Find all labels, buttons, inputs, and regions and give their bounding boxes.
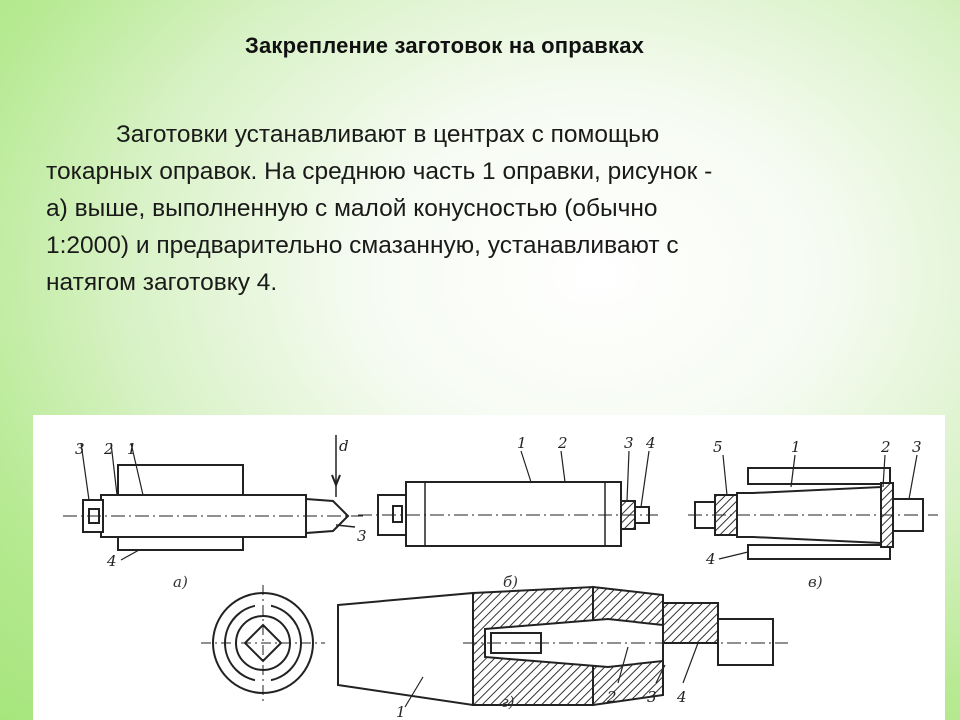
view-d-label-4: 4 — [677, 688, 687, 706]
view-b-label-1: 1 — [517, 434, 527, 452]
view-d-section — [338, 587, 788, 707]
view-d-label-2: 2 — [607, 688, 617, 706]
body-line-2: токарных оправок. На среднюю часть 1 оправки, рисунок - — [46, 158, 713, 185]
view-a-label-3: 3 — [75, 440, 85, 458]
slide-title: Закрепление заготовок на оправках — [245, 33, 645, 58]
view-c-label-1: 1 — [791, 438, 801, 456]
view-d-nut — [663, 603, 718, 643]
view-a-label-4: 4 — [107, 552, 117, 570]
view-a-label-1: 1 — [127, 440, 137, 458]
view-a-leader — [336, 525, 355, 527]
view-c-label-5: 5 — [713, 438, 723, 456]
view-d-label-3: 3 — [647, 688, 657, 706]
view-c-caption: в) — [808, 573, 823, 591]
view-d-caption: г) — [501, 693, 515, 711]
view-c-bottom-housing — [748, 545, 890, 559]
view-a-mandrel-body — [101, 495, 306, 537]
view-c-top-housing — [748, 468, 890, 484]
view-c-label-2: 2 — [881, 438, 891, 456]
slide-body-text — [46, 116, 926, 301]
view-c-drawing — [688, 455, 938, 559]
body-line-3: а) выше, выполненную с малой конусностью (обычно — [46, 195, 658, 222]
view-d-end-shaft — [718, 619, 773, 665]
mandrel-drawing-figure — [33, 415, 945, 720]
view-d-label-1: 1 — [396, 703, 406, 720]
view-a-label-2: 2 — [104, 440, 114, 458]
body-line-1: Заготовки устанавливают в центрах с помощью — [116, 121, 660, 148]
view-d-end-view — [201, 585, 325, 701]
view-a-label-d: d — [339, 437, 349, 455]
view-b-label-3: 3 — [624, 434, 634, 452]
view-a-label-3b: 3 — [357, 527, 367, 545]
body-line-5: натягом заготовку 4. — [46, 269, 278, 296]
view-b-caption: б) — [503, 573, 519, 591]
view-b-workpiece — [406, 482, 621, 546]
view-c-label-3: 3 — [912, 438, 922, 456]
view-b-drawing — [358, 451, 658, 546]
view-b-label-2: 2 — [558, 434, 568, 452]
view-c-label-4: 4 — [706, 550, 716, 568]
view-d-taper-shank — [338, 593, 473, 705]
view-b-label-4: 4 — [646, 434, 656, 452]
body-line-4: 1:2000) и предварительно смазанную, устанавливают с — [46, 232, 679, 259]
view-a-caption: а) — [173, 573, 188, 591]
